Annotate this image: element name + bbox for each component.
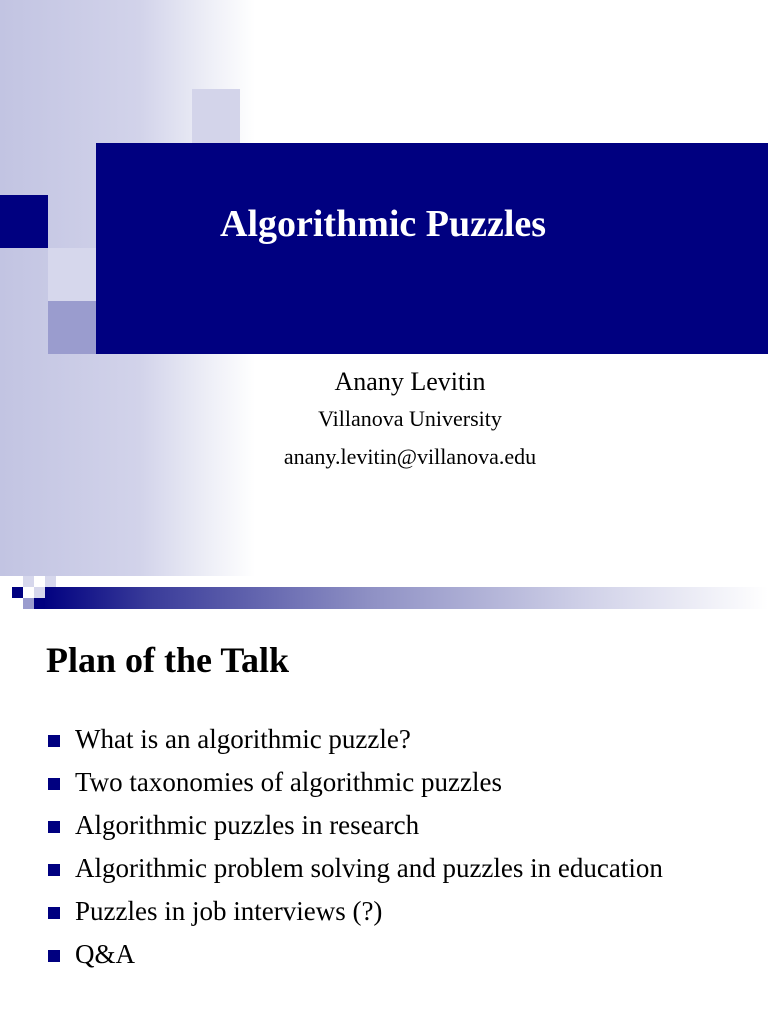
list-item bbox=[0, 808, 768, 843]
outline-slide bbox=[0, 614, 768, 1024]
list-item bbox=[0, 894, 768, 929]
outline-title: Plan of the Talk bbox=[46, 640, 290, 680]
title-band-left-block bbox=[0, 195, 48, 248]
decorative-square bbox=[48, 301, 96, 354]
square-bullet-icon bbox=[48, 864, 60, 876]
square-bullet-icon bbox=[48, 778, 60, 790]
list-item bbox=[0, 937, 768, 972]
author-affiliation: Villanova University bbox=[318, 406, 502, 431]
decorative-mini-square bbox=[34, 587, 45, 598]
decorative-square bbox=[48, 248, 96, 302]
list-item-text: Two taxonomies of algorithmic puzzles bbox=[75, 767, 503, 797]
list-item-text: Puzzles in job interviews (?) bbox=[75, 896, 383, 926]
author-email: anany.levitin@villanova.edu bbox=[283, 444, 537, 469]
decorative-mini-square bbox=[23, 598, 34, 609]
decorative-mini-square bbox=[12, 587, 23, 598]
list-item bbox=[0, 722, 768, 757]
decorative-mini-square bbox=[23, 576, 34, 587]
list-item bbox=[0, 851, 768, 886]
square-bullet-icon bbox=[48, 907, 60, 919]
list-item bbox=[0, 765, 768, 800]
author-name: Anany Levitin bbox=[334, 367, 486, 396]
square-bullet-icon bbox=[48, 735, 60, 747]
decorative-stripe bbox=[42, 587, 768, 609]
decorative-square bbox=[192, 89, 240, 143]
decorative-mini-square bbox=[45, 576, 56, 587]
square-bullet-icon bbox=[48, 821, 60, 833]
slide-title: Algorithmic Puzzles bbox=[220, 203, 547, 245]
square-bullet-icon bbox=[48, 950, 60, 962]
decorative-mini-square bbox=[34, 598, 45, 609]
list-item-text: What is an algorithmic puzzle? bbox=[75, 724, 411, 754]
list-item-text: Q&A bbox=[75, 939, 135, 969]
list-item-text: Algorithmic problem solving and puzzles in education bbox=[75, 853, 663, 883]
outline-bullet-list bbox=[0, 722, 768, 980]
list-item-text: Algorithmic puzzles in research bbox=[75, 810, 420, 840]
